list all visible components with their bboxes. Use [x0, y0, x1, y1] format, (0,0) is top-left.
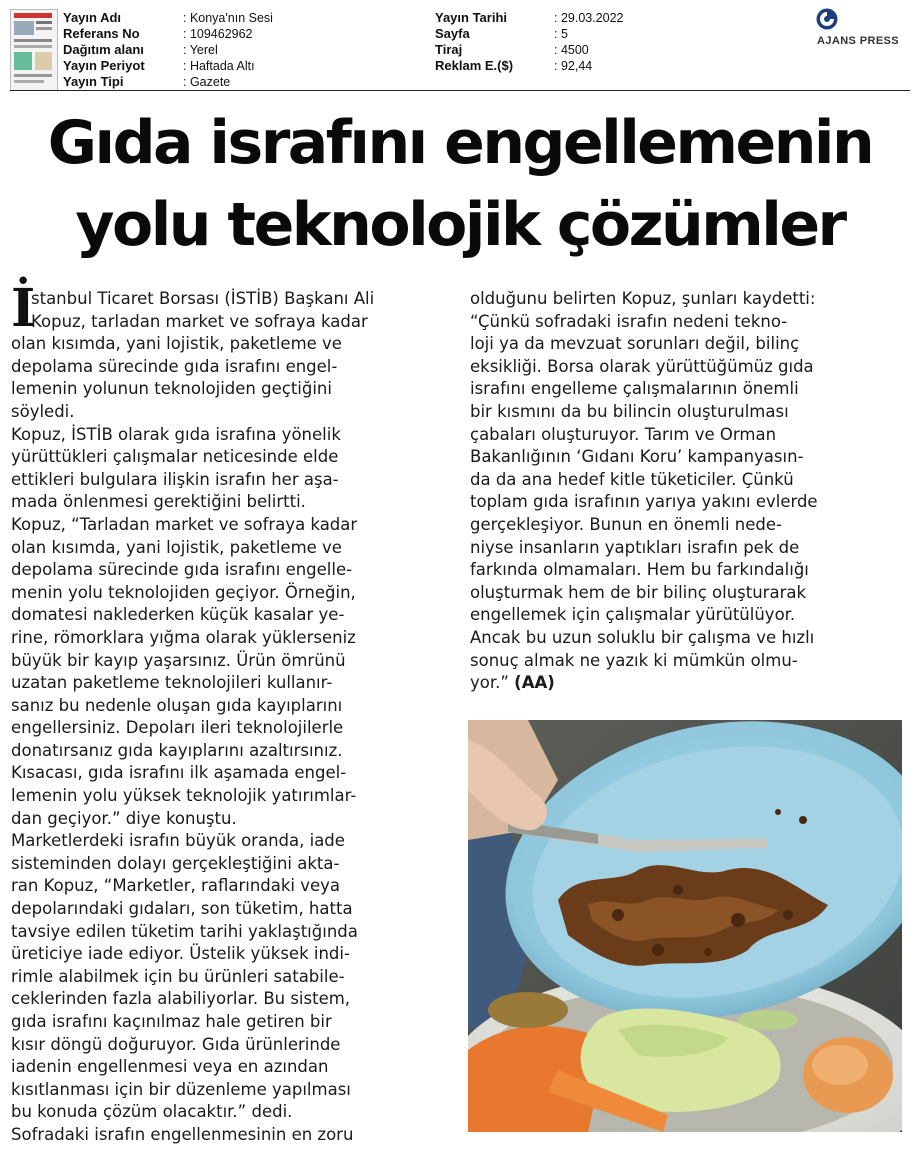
text-line: loji ya da mevzuat sorunları değil, bilinç [470, 334, 800, 354]
text-line: yürüttükleri çalışmalar neticesinde elde [11, 447, 339, 467]
text-line: Kopuz, İSTİB olarak gıda israfına yönelik [11, 424, 341, 444]
text-line: kısır döngü doğuruyor. Gıda ürünlerinde [11, 1034, 341, 1054]
meta-label: Reklam E.($) [435, 58, 514, 73]
meta-value: : Konya'nın Sesi [183, 11, 273, 25]
text-line: büyük bir kayıp yaşarsınız. Ürün ömrünü [11, 650, 346, 670]
meta-label: Yayın Periyot [63, 58, 145, 73]
text-line: gıda israfını kaçınılmaz hale getiren bir [11, 1012, 332, 1031]
text-line: kısıtlanması için bir düzenleme yapılması [11, 1079, 351, 1099]
text-line: engellemek için çalışmalar yürütülüyor. [470, 605, 796, 625]
meta-row [63, 10, 273, 26]
text-line: domatesi naklederken küçük kasalar ye- [11, 605, 345, 625]
text-fragment: yor.” [470, 673, 515, 693]
text-line-last [470, 672, 902, 695]
meta-value: : 109462962 [183, 27, 253, 41]
meta-row [435, 58, 624, 74]
text-line: üreticiye iade ediyor. Üstelik yüksek indi- [11, 944, 350, 964]
meta-value: : 29.03.2022 [554, 11, 624, 25]
text-line: gerçekleşiyor. Bunun en önemli nede- [470, 514, 782, 534]
text-line: depolarındaki gıdaları, son tüketim, hatta [11, 899, 353, 919]
meta-label: Referans No [63, 26, 140, 41]
ajans-press-logo-icon [816, 8, 838, 30]
meta-value: : Gazete [183, 75, 231, 89]
text-line: donatırsanız gıda kayıplarını azaltırsınız. [11, 740, 343, 760]
headline-line: Gıda israfını engellemenin [47, 108, 873, 178]
text-line: çabaları oluşturuyor. Tarım ve Orman [470, 424, 777, 444]
meta-label: Yayın Tarihi [435, 10, 508, 25]
text-line: “Çünkü sofradaki israfın nedeni tekno- [470, 311, 788, 331]
clipping-header [0, 0, 920, 92]
meta-row [63, 74, 273, 90]
meta-row [435, 42, 624, 58]
text-line: Ancak bu uzun soluklu bir çalışma ve hızlı [470, 627, 815, 647]
publication-meta-left [63, 10, 273, 90]
meta-row [435, 26, 624, 42]
text-line: stanbul Ticaret Borsası (İSTİB) Başkanı Ali [31, 289, 375, 308]
source-signature: (AA) [514, 673, 555, 693]
meta-label: Sayfa [435, 26, 470, 41]
text-line: dan geçiyor.” diye konuştu. [11, 808, 237, 828]
text-line: depolama sürecinde gıda israfını engelle- [11, 560, 353, 580]
meta-label: Yayın Adı [63, 10, 122, 25]
text-line: Kısacası, gıda israfını ilk aşamada engel- [11, 763, 347, 783]
text-line: Sofradaki israfın engellenmesinin en zoru [11, 1124, 354, 1144]
text-line: eksikliği. Borsa olarak yürüttüğümüz gıda [470, 356, 814, 376]
text-line: menin yolu teknolojiden geçiyor. Örneğin, [11, 582, 356, 602]
text-line: bu konuda çözüm olacaktır.” dedi. [11, 1102, 293, 1122]
meta-label: Tiraj [435, 42, 463, 57]
text-line: sonuç almak ne yazık ki mümkün olmu- [470, 650, 798, 670]
meta-value: : 4500 [554, 43, 589, 57]
food-waste-photo [468, 720, 902, 1132]
article-column-right [470, 288, 902, 695]
text-line: rimle alabilmek için bu ürünleri satabile- [11, 966, 345, 986]
agency-name: AJANS PRESS [817, 35, 900, 47]
text-line: Kopuz, tarladan market ve sofraya kadar [31, 311, 368, 331]
text-line: oluşturmak hem de bir bilinç oluşturarak [470, 582, 807, 602]
text-line: toplam gıda israfının yarıya yakını evlerde [470, 492, 818, 512]
text-line: Bakanlığının ‘Gıdanı Koru’ kampanyasın- [470, 447, 804, 467]
meta-label: Dağıtım alanı [63, 42, 144, 57]
text-line: sisteminden dolayı gerçekleştiğini akta- [11, 853, 340, 873]
text-line: söyledi. [11, 401, 75, 421]
meta-row [63, 26, 273, 42]
text-line: mada önlenmesi gerektiğini belirtti. [11, 492, 306, 512]
text-line: ran Kopuz, “Marketler, raflarındaki veya [11, 876, 341, 896]
article-column-left [11, 278, 443, 1147]
text-line: Kopuz, “Tarladan market ve sofraya kadar [11, 514, 358, 534]
newspaper-thumbnail [10, 9, 58, 91]
text-line: lemenin yolunun teknolojiden geçtiğini [11, 379, 332, 399]
text-line: ceklerinden fazla alabiliyorlar. Bu sistem, [11, 989, 351, 1009]
meta-value: : 92,44 [554, 59, 593, 73]
text-line: uzatan paketleme teknolojileri kullanır- [11, 673, 333, 693]
meta-value: : 5 [554, 27, 568, 41]
text-line: Marketlerdeki israfın büyük oranda, iade [11, 831, 345, 851]
meta-label: Yayın Tipi [63, 74, 124, 89]
text-line: tavsiye edilen tüketim tarihi yaklaştığında [11, 921, 358, 941]
headline-line: yolu teknolojik çözümler [75, 190, 845, 260]
text-line: farkında olmamaları. Hem bu farkındalığı [470, 560, 809, 580]
text-line: olan kısımda, yani lojistik, paketleme ve [11, 334, 342, 354]
meta-value: : Haftada Altı [183, 59, 255, 73]
text-line: engellersiniz. Depoları ileri teknolojilerle [11, 718, 344, 738]
header-divider [10, 90, 910, 91]
text-line: lemenin yolu yüksek teknolojik yatırımlar- [11, 786, 357, 806]
text-line: ettikleri bulgulara ilişkin israfın her aşa- [11, 469, 339, 489]
text-line: depolama sürecinde gıda israfını engel- [11, 356, 338, 376]
text-line: israfını engelleme çalışmalarının önemli [470, 379, 799, 399]
meta-value: : Yerel [183, 43, 218, 57]
agency-logo [812, 8, 912, 50]
text-line: da da ana hedef kitle tüketiciler. Çünkü [470, 469, 794, 489]
text-line: sanız bu nedenle oluşan gıda kayıplarını [11, 695, 343, 715]
text-line: niyse insanların yaptıkları israfın pek de [470, 537, 800, 557]
text-line: olan kısımda, yani lojistik, paketleme ve [11, 537, 342, 557]
meta-row [435, 10, 624, 26]
publication-meta-right [435, 10, 624, 74]
text-line: bir kısmını da bu bilincin oluşturulması [470, 401, 789, 421]
text-line: olduğunu belirten Kopuz, şunları kaydetti: [470, 289, 816, 308]
text-line: iadenin engellenmesi veya en azından [11, 1057, 329, 1077]
text-line: rine, römorklara yığma olarak yüklerseniz [11, 627, 356, 647]
meta-row [63, 58, 273, 74]
drop-cap: İ [11, 278, 36, 339]
article-headline [0, 102, 920, 266]
meta-row [63, 42, 273, 58]
